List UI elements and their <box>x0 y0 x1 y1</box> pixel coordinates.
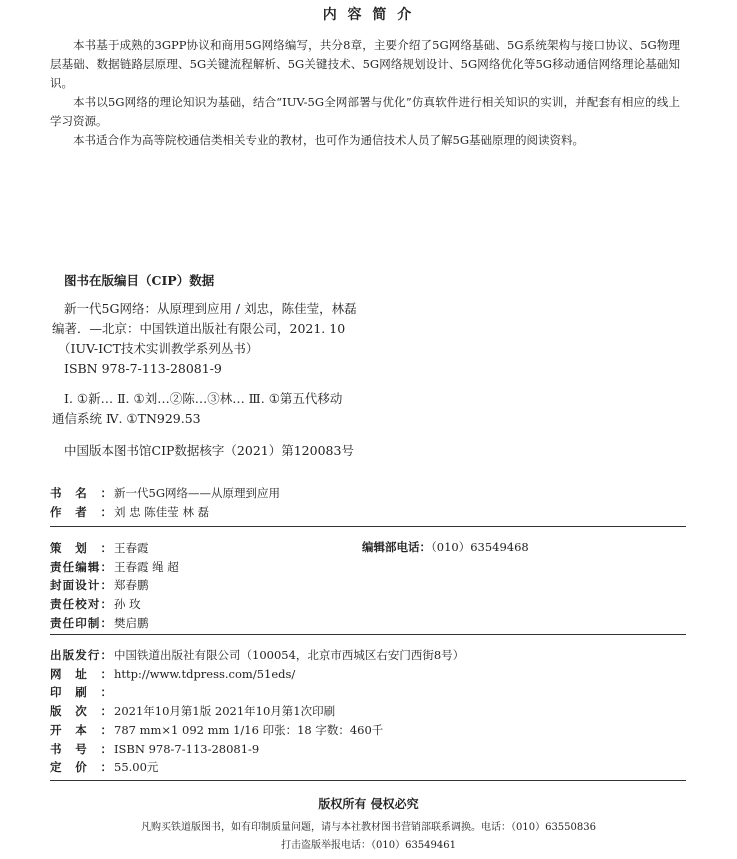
phone-number: （010）63549468 <box>431 540 529 554</box>
proof-label: 责任校对： <box>50 597 112 612</box>
editor-label: 责任编辑： <box>50 559 112 574</box>
copyright-notice: 版权所有 侵权必究 <box>318 797 419 811</box>
book-info <box>50 484 280 521</box>
quality-notice: 凡购买铁道版图书，如有印制质量问题，请与本社教材图书营销部联系调换。电话：（010）63550836 <box>141 822 596 833</box>
proofreader: 孙 玫 <box>114 597 141 612</box>
isbn: ISBN 978-7-113-28081-9 <box>114 741 260 756</box>
divider <box>50 526 686 527</box>
phone-label: 编辑部电话： <box>362 540 431 554</box>
intro-section <box>50 36 680 150</box>
intro-paragraph: 本书基于成熟的3GPP协议和商用5G网络编写，共分8章，主要介绍了5G网络基础、5G系统架构与接口协议、5G物理层基础、数据链路层原理、5G关键流程解析、5G关键技术、5G网络规划设计、5G网络优化等5G移动通信网络理论基础知识。 <box>50 38 680 90</box>
cip-line: 编著．—北京：中国铁道出版社有限公司，2021. 10 <box>52 321 346 336</box>
print-manager: 樊启鹏 <box>114 615 149 630</box>
book-author: 刘 忠 陈佳莹 林 磊 <box>114 504 210 519</box>
page-title: 内 容 简 介 <box>322 7 415 23</box>
book-author-label: 作者： <box>50 504 112 519</box>
planner: 王春霞 <box>114 541 149 555</box>
cip-line: （IUV-ICT技术实训教学系列丛书） <box>58 341 259 356</box>
printing-label: 印刷： <box>50 685 112 700</box>
publisher: 中国铁道出版社有限公司（100054，北京市西城区右安门西街8号） <box>114 648 465 662</box>
divider <box>50 634 686 635</box>
cip-classification <box>52 389 464 429</box>
book-name-label: 书名： <box>50 486 112 500</box>
format-label: 开本： <box>50 722 112 737</box>
publish-info <box>50 646 464 777</box>
cip-line: 通信系统 Ⅳ. ①TN929.53 <box>52 411 201 426</box>
cip-line: 新一代5G网络：从原理到应用 / 刘忠，陈佳莹，林磊 <box>64 301 357 316</box>
cip-line: Ⅰ. ①新… Ⅱ. ①刘…②陈…③林… Ⅲ. ①第五代移动 <box>64 391 343 406</box>
editor: 王春霞 绳 超 <box>114 559 179 574</box>
edition-label: 版次： <box>50 704 112 719</box>
cip-block <box>52 299 464 379</box>
cip-heading: 图书在版编目（CIP）数据 <box>64 273 215 288</box>
publisher-url: http://www.tdpress.com/51eds/ <box>114 666 296 681</box>
divider <box>50 780 686 781</box>
piracy-report: 打击盗版举报电话：（010）63549461 <box>281 840 456 851</box>
format: 787 mm×1 092 mm 1/16 印张：18 字数：460千 <box>114 722 384 737</box>
isbn-label: 书号： <box>50 741 112 756</box>
planner-label: 策划： <box>50 541 112 555</box>
cip-record <box>64 441 464 461</box>
intro-paragraph: 本书以5G网络的理论知识为基础，结合“IUV-5G全网部署与优化”仿真软件进行相关知识的实训，并配套有相应的线上学习资源。 <box>50 95 680 128</box>
intro-paragraph: 本书适合作为高等院校通信类相关专业的教材，也可作为通信技术人员了解5G基础原理的阅读资料。 <box>73 133 584 147</box>
publisher-label: 出版发行： <box>50 648 112 662</box>
print-label: 责任印制： <box>50 615 112 630</box>
price-label: 定价： <box>50 760 112 775</box>
edition: 2021年10月第1版 2021年10月第1次印刷 <box>114 704 336 719</box>
book-name: 新一代5G网络——从原理到应用 <box>114 486 281 500</box>
editor-info <box>50 539 179 633</box>
url-label: 网址： <box>50 666 112 681</box>
editorial-phone <box>362 539 529 555</box>
cip-line: 中国版本图书馆CIP数据核字（2021）第120083号 <box>64 443 354 458</box>
cip-line: ISBN 978-7-113-28081-9 <box>64 361 222 376</box>
cover-designer: 郑春鹏 <box>114 578 149 593</box>
price: 55.00元 <box>114 760 159 775</box>
cover-label: 封面设计： <box>50 578 112 593</box>
